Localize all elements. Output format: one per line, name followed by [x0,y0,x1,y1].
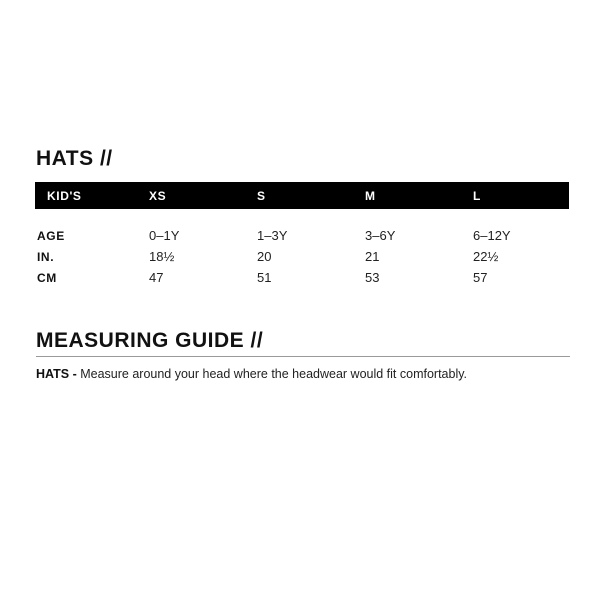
measuring-guide-title: MEASURING GUIDE // [36,329,264,352]
table-cell: 6–12Y [473,228,511,243]
hats-title: HATS // [36,147,113,170]
table-cell: 20 [257,249,272,264]
header-kids: KID'S [35,182,149,209]
table-cell: 18½ [149,249,175,264]
guide-item-label: HATS - [36,367,77,381]
table-cell: 0–1Y [149,228,180,243]
header-m: M [365,182,473,209]
row-label-cm: CM [37,270,57,285]
section-divider [36,356,570,357]
table-cell: 1–3Y [257,228,288,243]
table-cell: 47 [149,270,164,285]
row-label-age: AGE [37,228,65,243]
guide-item-text: Measure around your head where the headwear would fit comfortably. [80,367,468,381]
table-cell: 21 [365,249,380,264]
measuring-guide-text [36,367,467,381]
table-row-age [35,225,569,246]
table-cell: 22½ [473,249,499,264]
row-label-inches: IN. [37,249,55,264]
header-s: S [257,182,365,209]
size-chart-table [35,182,569,288]
table-cell: 53 [365,270,380,285]
table-cell: 57 [473,270,488,285]
table-row-cm [35,267,569,288]
table-cell: 51 [257,270,272,285]
table-spacer [35,209,569,225]
size-header-row [35,182,569,209]
header-l: L [473,182,569,209]
table-row-inches [35,246,569,267]
table-cell: 3–6Y [365,228,396,243]
header-xs: XS [149,182,257,209]
